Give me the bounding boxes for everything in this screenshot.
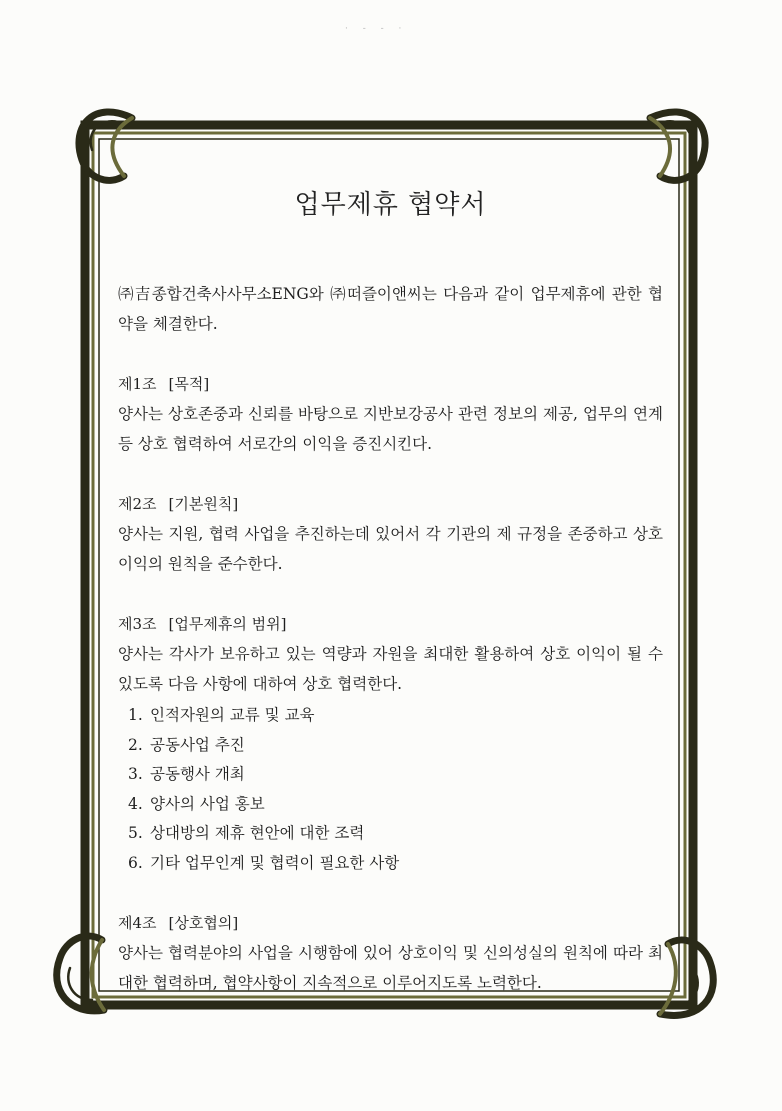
article-title: [상호협의] bbox=[168, 914, 239, 932]
article-4 bbox=[118, 908, 663, 998]
scan-marks: · ‐ ‐ · bbox=[345, 24, 408, 34]
item-text: 상대방의 제휴 현안에 대한 조력 bbox=[150, 824, 365, 842]
item-number: 1. bbox=[128, 706, 143, 724]
intro-paragraph: ㈜吉종합건축사사무소ENG와 ㈜떠즐이앤씨는 다음과 같이 업무제휴에 관한 협약을 체결한다. bbox=[118, 285, 663, 333]
item-text: 공동행사 개최 bbox=[150, 765, 245, 783]
article-heading bbox=[118, 369, 663, 399]
article-2 bbox=[118, 489, 663, 579]
document-body bbox=[118, 180, 663, 998]
article-title: [목적] bbox=[168, 375, 210, 393]
item-number: 6. bbox=[128, 853, 143, 872]
article-body: 양사는 각사가 보유하고 있는 역량과 자원을 최대한 활용하여 상호 이익이 될 수 있도록 다음 사항에 대하여 상호 협력한다. bbox=[118, 645, 663, 693]
article-3 bbox=[118, 609, 663, 878]
list-item bbox=[128, 731, 663, 761]
corner-ornament-bottom-left bbox=[57, 936, 104, 1011]
document-title: 업무제휴 협약서 bbox=[294, 190, 487, 220]
article-title: [기본원칙] bbox=[168, 495, 239, 513]
item-number: 4. bbox=[128, 794, 143, 813]
corner-ornament-bottom-right bbox=[660, 940, 713, 1015]
article-body: 양사는 협력분야의 사업을 시행함에 있어 상호이익 및 신의성실의 원칙에 따라 최대한 협력하며, 협약사항이 지속적으로 이루어지도록 노력한다. bbox=[118, 944, 663, 992]
article-number: 제4조 bbox=[118, 914, 157, 932]
list-item bbox=[128, 790, 663, 820]
article-body: 양사는 상호존중과 신뢰를 바탕으로 지반보강공사 관련 정보의 제공, 업무의 연계 등 상호 협력하여 서로간의 이익을 증진시킨다. bbox=[118, 405, 663, 453]
item-text: 공동사업 추진 bbox=[150, 735, 245, 754]
article-number: 제2조 bbox=[118, 495, 157, 513]
list-item bbox=[128, 701, 663, 731]
article-body: 양사는 지원, 협력 사업을 추진하는데 있어서 각 기관의 제 규정을 존중하고 상호이익의 원칙을 준수한다. bbox=[118, 525, 663, 573]
item-number: 5. bbox=[128, 824, 143, 842]
article-heading bbox=[118, 609, 663, 639]
article-number: 제1조 bbox=[118, 375, 157, 393]
article-heading bbox=[118, 908, 663, 938]
item-text: 기타 업무인계 및 협력이 필요한 사항 bbox=[150, 853, 400, 872]
item-text: 양사의 사업 홍보 bbox=[150, 794, 265, 813]
article-number: 제3조 bbox=[118, 615, 157, 633]
list-item bbox=[128, 819, 663, 849]
article-title: [업무제휴의 범위] bbox=[168, 615, 287, 633]
article-heading bbox=[118, 489, 663, 519]
cooperation-items-list bbox=[118, 701, 663, 878]
list-item bbox=[128, 760, 663, 790]
item-number: 2. bbox=[128, 735, 143, 754]
item-number: 3. bbox=[128, 765, 143, 783]
item-text: 인적자원의 교류 및 교육 bbox=[150, 706, 315, 724]
article-1 bbox=[118, 369, 663, 459]
list-item bbox=[128, 849, 663, 879]
